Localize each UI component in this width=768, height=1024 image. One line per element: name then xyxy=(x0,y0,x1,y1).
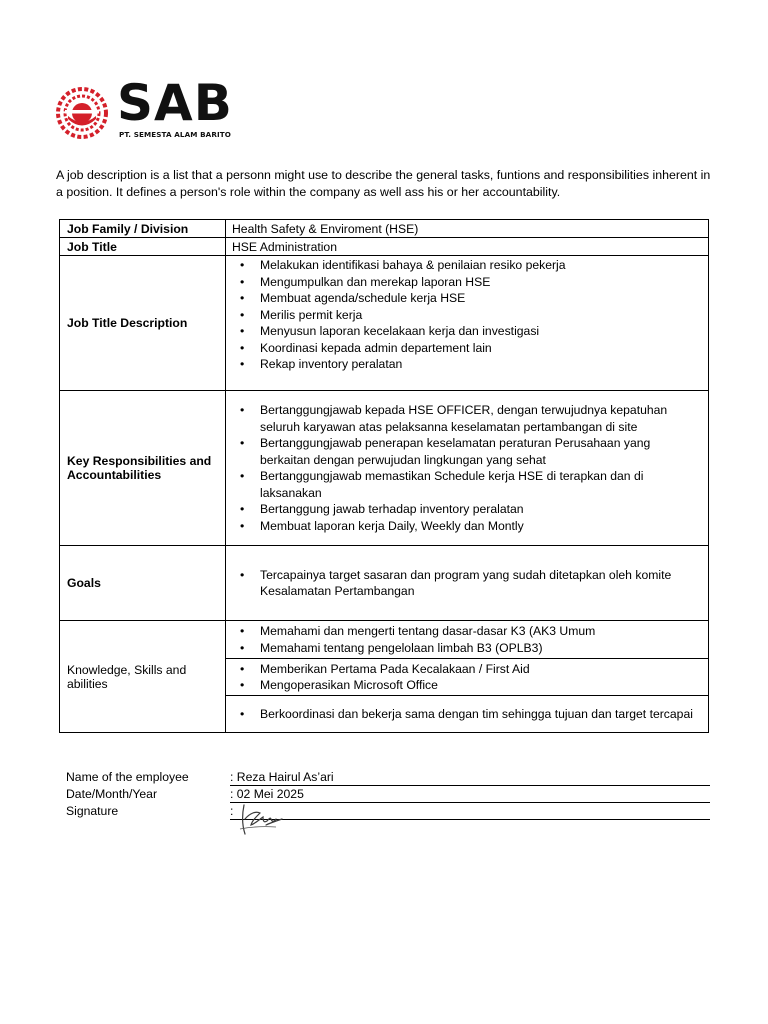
goals-label: Goals xyxy=(60,546,226,621)
list-item: • Mengoperasikan Microsoft Office xyxy=(232,677,702,694)
employee-signature-block xyxy=(66,769,710,820)
job-family-label: Job Family / Division xyxy=(60,220,226,238)
employee-name-row xyxy=(66,769,710,786)
company-logo xyxy=(55,74,245,140)
list-item: • Bertanggungjawab memastikan Schedule kerja HSE di terapkan dan di laksanakan xyxy=(232,468,701,501)
job-title-value: HSE Administration xyxy=(226,238,709,256)
signature-label: Signature xyxy=(66,804,119,818)
table-row xyxy=(60,220,709,238)
table-row xyxy=(60,238,709,256)
list-item: • Berkoordinasi dan bekerja sama dengan tim sehingga tujuan dan target tercapai xyxy=(232,706,702,723)
sun-emblem-icon xyxy=(55,86,109,140)
list-item: • Memahami tentang pengelolaan limbah B3 (OPLB3) xyxy=(232,640,702,657)
handwritten-signature-icon xyxy=(236,801,284,839)
knowledge-group-1 xyxy=(226,621,708,659)
date-label: Date/Month/Year xyxy=(66,787,158,801)
job-family-value: Health Safety & Enviroment (HSE) xyxy=(226,220,709,238)
employee-name-label: Name of the employee xyxy=(66,770,189,784)
date-value: : 02 Mei 2025 xyxy=(230,787,710,803)
knowledge-group-3 xyxy=(226,696,708,732)
signature-value: : xyxy=(230,804,710,820)
responsibilities-cell xyxy=(226,391,709,546)
list-item: • Koordinasi kepada admin departement lain xyxy=(232,340,701,357)
list-item: • Bertanggung jawab terhadap inventory peralatan xyxy=(232,501,701,518)
list-item: • Memberikan Pertama Pada Kecalakaan / First Aid xyxy=(232,661,702,678)
logo-wordmark: SAB xyxy=(117,74,233,132)
goals-list xyxy=(232,567,701,600)
employee-name-value: : Reza Hairul As’ari xyxy=(230,770,710,786)
knowledge-label: Knowledge, Skills and abilities xyxy=(60,621,226,733)
table-row xyxy=(60,256,709,391)
table-row xyxy=(60,546,709,621)
job-title-label: Job Title xyxy=(60,238,226,256)
knowledge-cell xyxy=(226,621,709,733)
date-row xyxy=(66,786,710,803)
description-label: Job Title Description xyxy=(60,256,226,391)
intro-paragraph: A job description is a list that a personn might use to describe the general tasks, funtions and responsibilities inherent in a position. It defines a person's role within the company as well ass his or her accountability. xyxy=(56,168,711,199)
list-item: • Tercapainya target sasaran dan program yang sudah ditetapkan oleh komite Kesalamatan Pertambangan xyxy=(232,567,701,600)
list-item: • Memahami dan mengerti tentang dasar-dasar K3 (AK3 Umum xyxy=(232,623,702,640)
list-item: • Membuat agenda/schedule kerja HSE xyxy=(232,290,701,307)
table-row xyxy=(60,391,709,546)
logo-subtitle: PT. SEMESTA ALAM BARITO xyxy=(119,130,231,139)
list-item: • Menyusun laporan kecelakaan kerja dan investigasi xyxy=(232,323,701,340)
list-item: • Melakukan identifikasi bahaya & penilaian resiko pekerja xyxy=(232,257,701,274)
signature-row xyxy=(66,803,710,820)
job-description-table xyxy=(59,219,709,733)
description-list xyxy=(232,257,701,373)
list-item: • Membuat laporan kerja Daily, Weekly dan Montly xyxy=(232,518,701,535)
list-item: • Mengumpulkan dan merekap laporan HSE xyxy=(232,274,701,291)
description-cell xyxy=(226,256,709,391)
responsibilities-label: Key Responsibilities and Accountabilities xyxy=(60,391,226,546)
table-row xyxy=(60,621,709,733)
list-item: • Rekap inventory peralatan xyxy=(232,356,701,373)
responsibilities-list xyxy=(232,402,701,534)
knowledge-group-2 xyxy=(226,659,708,696)
goals-cell xyxy=(226,546,709,621)
list-item: • Bertanggungjawab penerapan keselamatan peraturan Perusahaan yang berkaitan dengan perwujudan lingkungan yang sehat xyxy=(232,435,701,468)
list-item: • Bertanggungjawab kepada HSE OFFICER, dengan terwujudnya kepatuhan seluruh karyawan atas pelaksanna keselamatan pertambangan di site xyxy=(232,402,701,435)
list-item: • Merilis permit kerja xyxy=(232,307,701,324)
